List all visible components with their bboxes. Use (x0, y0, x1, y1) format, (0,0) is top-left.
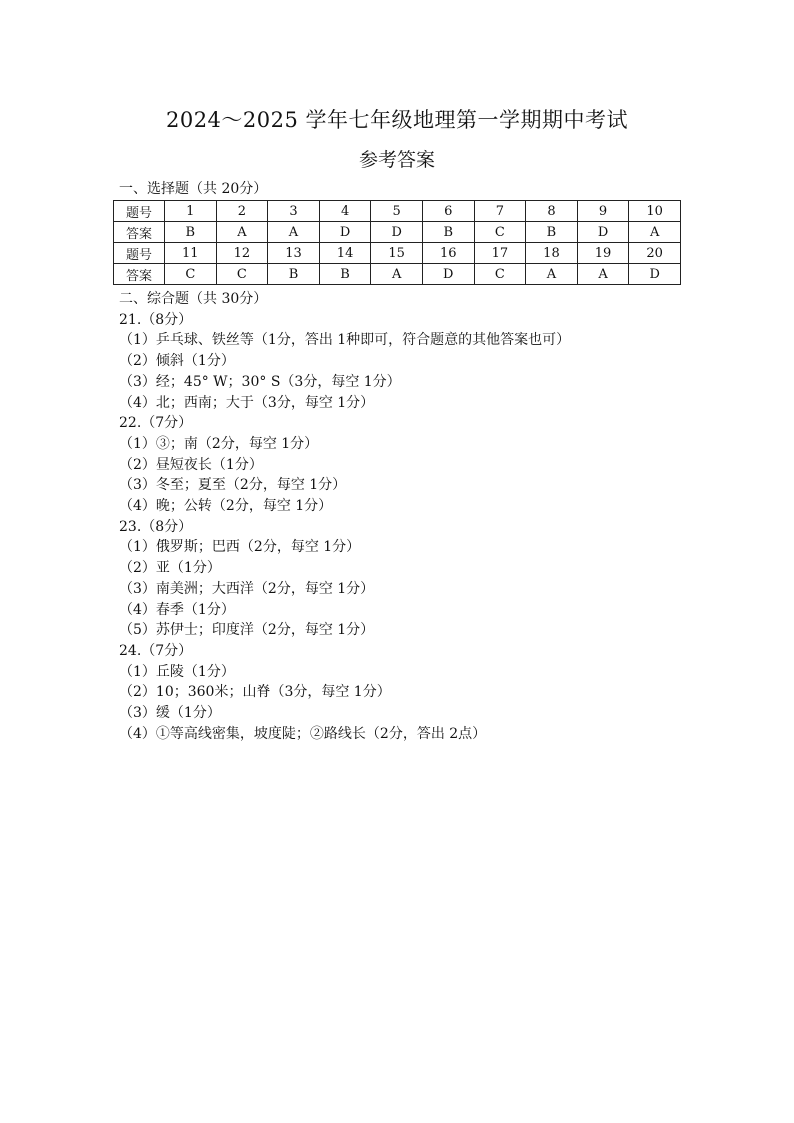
answer-line: （1）丘陵（1分） (119, 663, 235, 680)
table-cell: A (526, 264, 578, 285)
table-cell: 20 (629, 243, 681, 264)
row-label: 题号 (114, 243, 165, 264)
table-cell: D (422, 264, 474, 285)
table-cell: 17 (474, 243, 526, 264)
table-cell: 15 (371, 243, 423, 264)
question-number: 21.（8分） (119, 311, 193, 328)
section-2-heading: 二、综合题（共 30分） (119, 291, 268, 307)
answer-line: （1）俄罗斯；巴西（2分，每空 1分） (119, 539, 361, 556)
table-cell: 13 (268, 243, 320, 264)
row-label: 答案 (114, 264, 165, 285)
table-cell: 3 (268, 201, 320, 222)
table-cell: 6 (422, 201, 474, 222)
table-cell: B (319, 264, 371, 285)
table-cell: A (629, 222, 681, 243)
answer-line: （4）晚；公转（2分，每空 1分） (119, 498, 333, 515)
table-cell: B (526, 222, 578, 243)
table-cell: C (165, 264, 217, 285)
table-cell: B (422, 222, 474, 243)
table-row (114, 201, 681, 222)
page-subtitle: 参考答案 (358, 149, 435, 171)
section-1-heading: 一、选择题（共 20分） (119, 181, 268, 197)
table-cell: 18 (526, 243, 578, 264)
table-cell: B (268, 264, 320, 285)
multiple-choice-answer-table (113, 200, 681, 285)
table-cell: C (474, 222, 526, 243)
table-cell: A (268, 222, 320, 243)
answer-line: （5）苏伊士；印度洋（2分，每空 1分） (119, 622, 375, 639)
answer-line: （2）亚（1分） (119, 560, 221, 577)
answer-line: （1）③；南（2分，每空 1分） (119, 435, 319, 452)
table-cell: C (216, 264, 268, 285)
table-row (114, 243, 681, 264)
table-cell: 10 (629, 201, 681, 222)
table-row (114, 222, 681, 243)
table-cell: 11 (165, 243, 217, 264)
table-cell: C (474, 264, 526, 285)
question-number: 22.（7分） (119, 415, 193, 432)
table-cell: 9 (577, 201, 629, 222)
table-row (114, 264, 681, 285)
answer-line: （4）北；西南；大于（3分，每空 1分） (119, 394, 375, 411)
row-label: 答案 (114, 222, 165, 243)
answer-line: （1）乒乓球、铁丝等（1分，答出 1种即可，符合题意的其他答案也可） (119, 332, 571, 349)
table-cell: D (577, 222, 629, 243)
question-number: 24.（7分） (119, 642, 193, 659)
answer-line: （2）昼短夜长（1分） (119, 456, 263, 473)
table-cell: 7 (474, 201, 526, 222)
section-2-content (119, 289, 570, 744)
table-cell: 19 (577, 243, 629, 264)
answer-line: （2）10；360米；山脊（3分，每空 1分） (119, 684, 391, 701)
table-cell: 8 (526, 201, 578, 222)
table-cell: 14 (319, 243, 371, 264)
table-cell: D (319, 222, 371, 243)
table-cell: D (629, 264, 681, 285)
table-cell: 1 (165, 201, 217, 222)
question-number: 23.（8分） (119, 518, 193, 535)
table-cell: A (371, 264, 423, 285)
answer-line: （3）缓（1分） (119, 705, 221, 722)
answer-line: （3）南美洲；大西洋（2分，每空 1分） (119, 580, 375, 597)
table-cell: 16 (422, 243, 474, 264)
answer-line: （2）倾斜（1分） (119, 353, 235, 370)
answer-line: （4）①等高线密集，坡度陡；②路线长（2分，答出 2点） (119, 725, 487, 742)
table-cell: A (216, 222, 268, 243)
answer-line: （4）春季（1分） (119, 601, 235, 618)
answer-line: （3）冬至；夏至（2分，每空 1分） (119, 477, 347, 494)
table-cell: D (371, 222, 423, 243)
table-cell: 12 (216, 243, 268, 264)
page-title: 2024～2025 学年七年级地理第一学期期中考试 (165, 108, 629, 132)
table-cell: 5 (371, 201, 423, 222)
answer-line: （3）经；45° W；30° S（3分，每空 1分） (119, 373, 401, 390)
table-cell: 2 (216, 201, 268, 222)
row-label: 题号 (114, 201, 165, 222)
table-cell: A (577, 264, 629, 285)
table-cell: 4 (319, 201, 371, 222)
table-cell: B (165, 222, 217, 243)
